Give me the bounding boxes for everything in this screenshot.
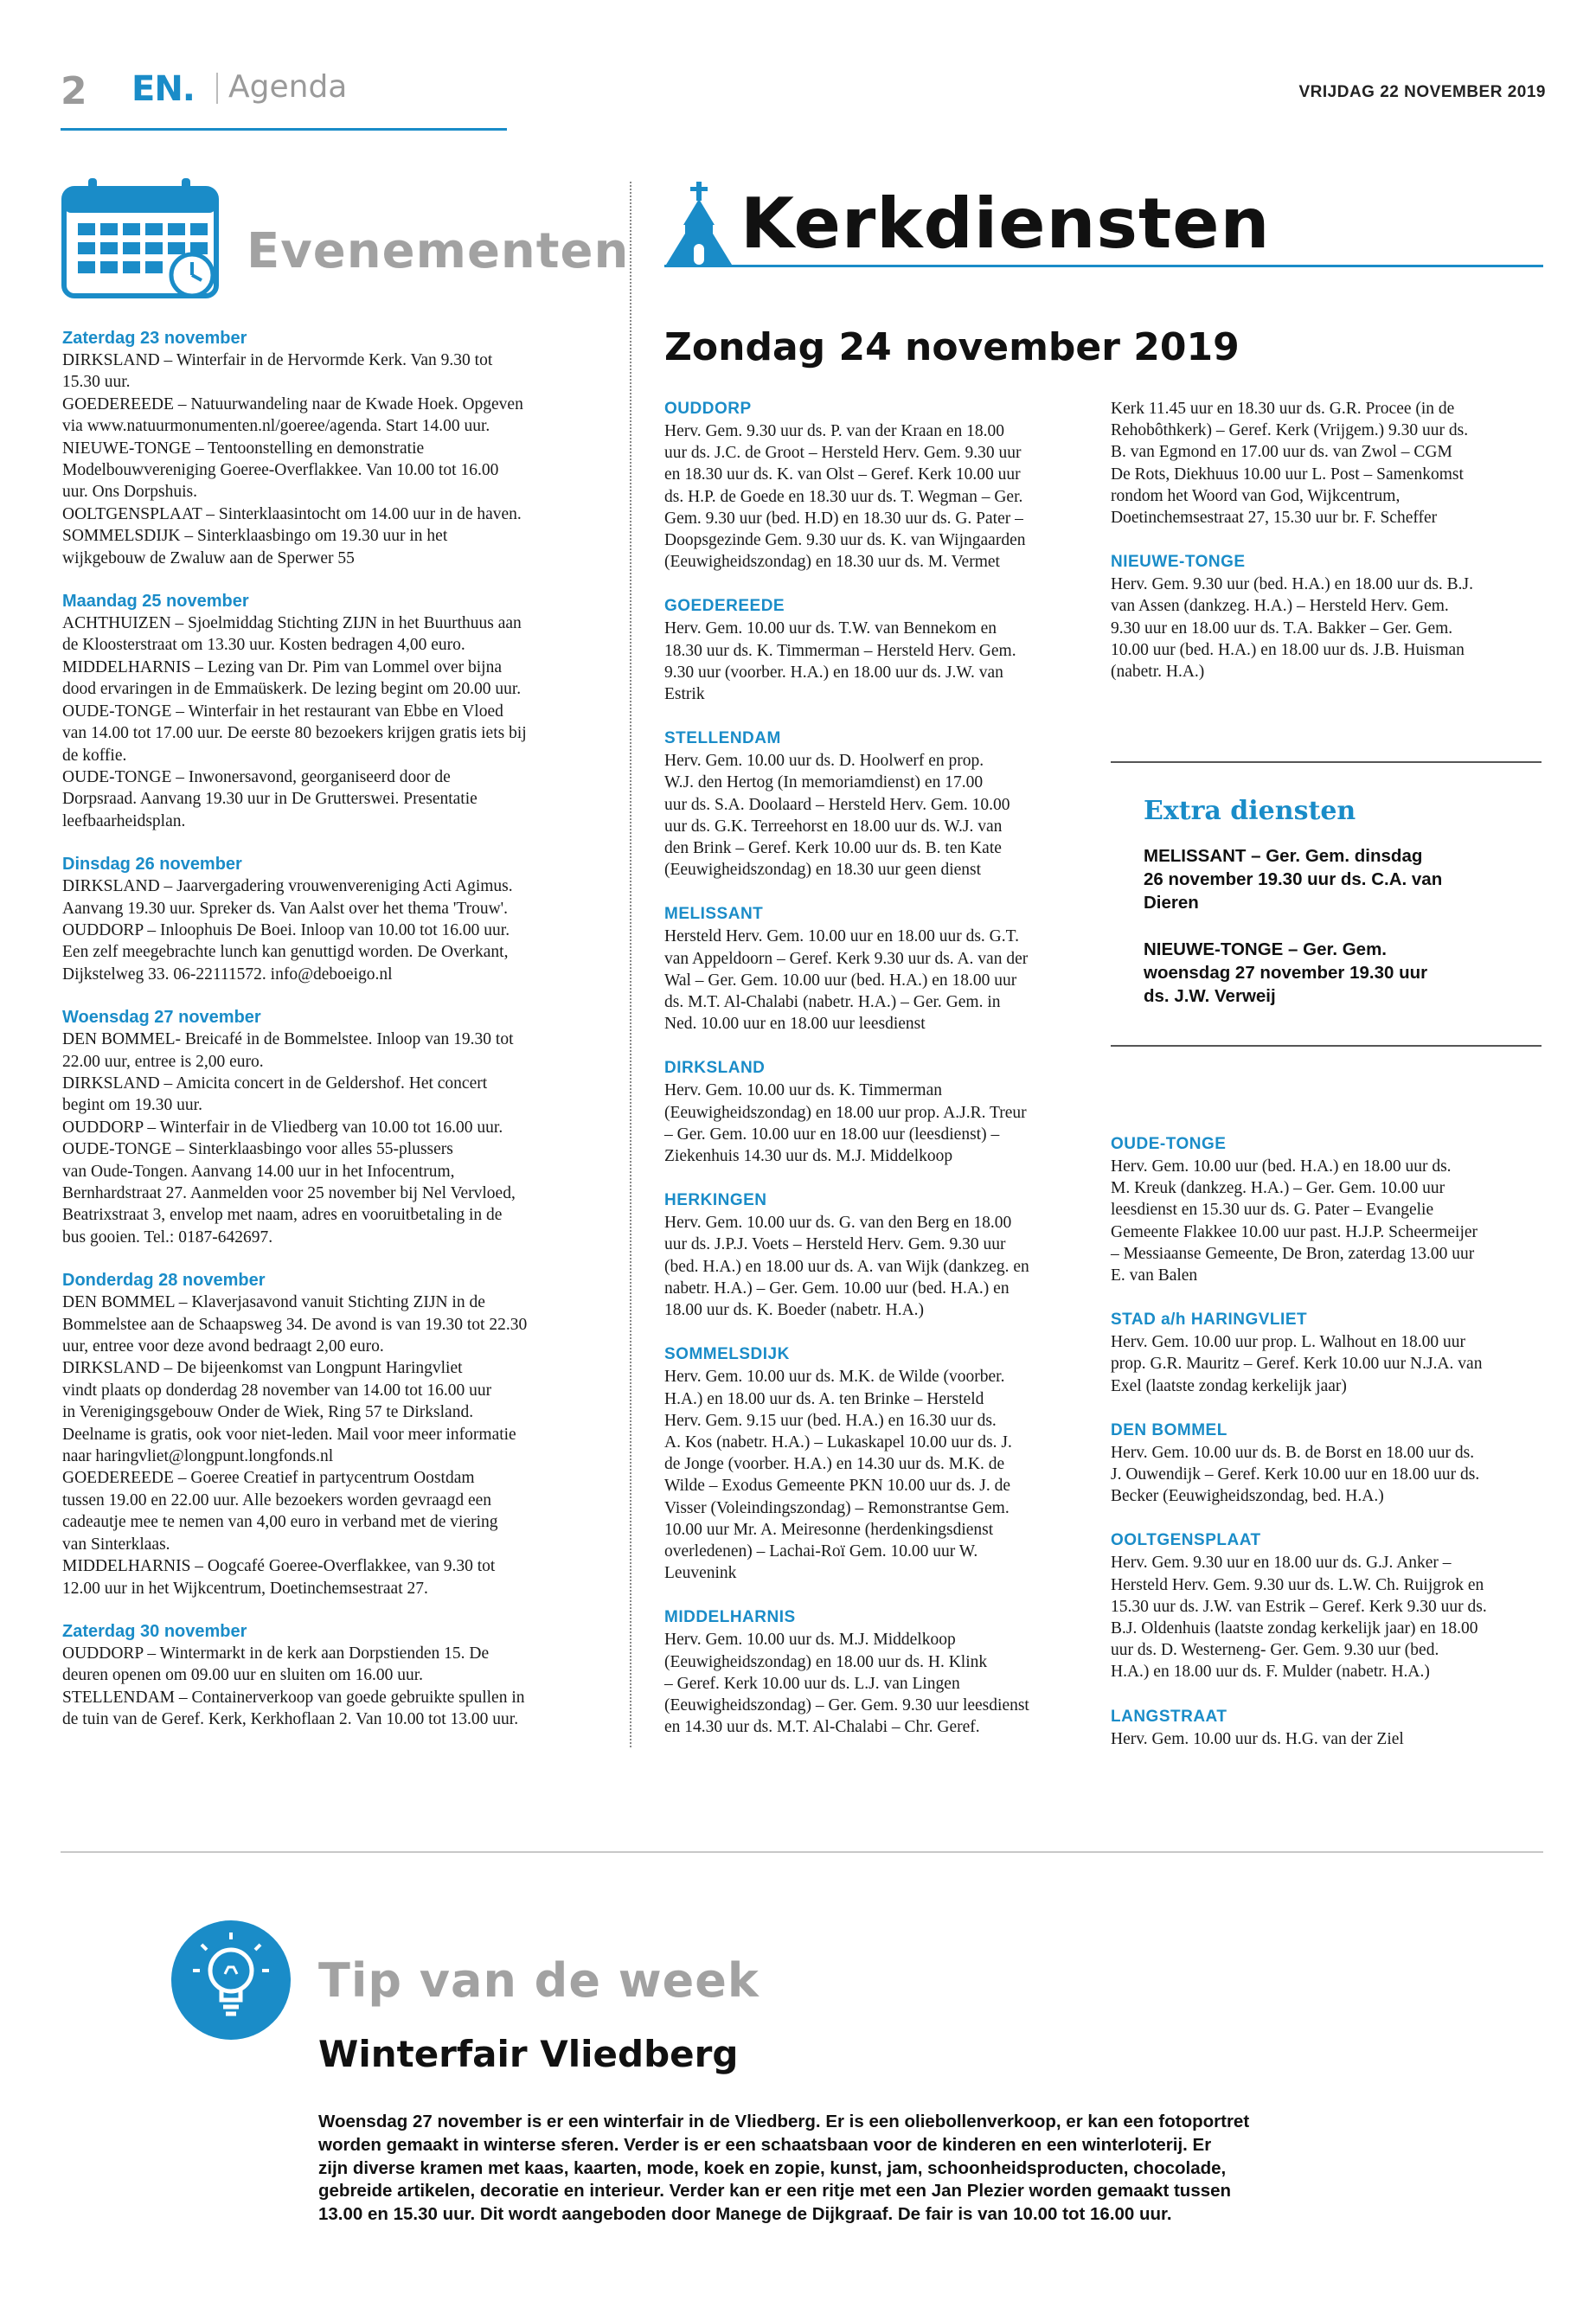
event-date: Woensdag 27 november bbox=[62, 1008, 261, 1028]
service-block bbox=[1111, 1529, 1538, 1682]
service-place: MIDDELHARNIS bbox=[664, 1608, 796, 1627]
service-place: GOEDEREEDE bbox=[664, 597, 785, 616]
service-place: STELLENDAM bbox=[664, 729, 781, 748]
service-block bbox=[1111, 551, 1538, 683]
services-column-1 bbox=[664, 398, 1092, 1760]
service-place: SOMMELSDIJK bbox=[664, 1345, 790, 1364]
service-text: Herv. Gem. 9.30 uur ds. P. van der Kraan en 18.00 uur ds. J.C. de Groot – Hersteld Herv. Gem. 9.30 uur en 18.30 uur ds. K. van Olst – Geref. Kerk 10.00 uur ds. H.P. de Goede en 18.30 uur ds. T. Wegman – Ger. Gem. 9.30 uur (bed. H.D) en 18.30 uur ds. G. Pater – Doopsgezinde Gem. 9.30 uur ds. K. van Wijngaarden (Eeuwigheidszondag) en 18.30 uur ds. M. Vermet bbox=[664, 422, 1026, 572]
evenementen-title: Evenementen bbox=[247, 223, 630, 279]
tip-heading: Winterfair Vliedberg bbox=[318, 2033, 739, 2075]
service-place: OUDDORP bbox=[664, 400, 752, 418]
event-date: Dinsdag 26 november bbox=[62, 855, 242, 875]
tip-label: Tip van de week bbox=[318, 1953, 760, 2008]
service-text: Herv. Gem. 10.00 uur ds. D. Hoolwerf en prop. W.J. den Hertog (In memoriamdienst) en 17.00 uur ds. S.A. Doolaard – Hersteld Herv. Gem. 10.00 uur ds. G.K. Terreehorst en 18.00 uur ds. W.J. van den Brink – Geref. Kerk 10.00 uur ds. B. ten Kate (Eeuwigheidszondag) en 18.30 uur geen dienst bbox=[664, 752, 1010, 880]
lightbulb-icon bbox=[171, 1920, 291, 2040]
service-block bbox=[664, 398, 1092, 573]
issue-date: VRIJDAG 22 NOVEMBER 2019 bbox=[1298, 83, 1546, 101]
service-text: Herv. Gem. 10.00 uur (bed. H.A.) en 18.00 uur ds. M. Kreuk (dankzeg. H.A.) – Ger. Gem. 10.00 uur leesdienst en 15.30 uur ds. G. Pater – Evangelie Gemeente Flakkee 10.00 uur past. H.J.P. Scheermeijer – Messiaanse Gemeente, De Bron, zaterdag 13.00 uur E. van Balen bbox=[1111, 1157, 1478, 1285]
header-separator bbox=[216, 73, 218, 104]
service-text: Herv. Gem. 10.00 uur ds. T.W. van Bennekom en 18.30 uur ds. K. Timmerman – Hersteld Herv. Gem. 9.30 uur (voorber. H.A.) en 18.00 uur ds. J.W. van Estrik bbox=[664, 619, 1016, 704]
service-block bbox=[1111, 1706, 1538, 1750]
service-block bbox=[664, 1189, 1092, 1321]
service-place: OOLTGENSPLAAT bbox=[1111, 1531, 1261, 1550]
event-date: Zaterdag 23 november bbox=[62, 329, 247, 348]
service-block bbox=[664, 1057, 1092, 1167]
event-text: DIRKSLAND – Winterfair in de Hervormde Kerk. Van 9.30 tot 15.30 uur. GOEDEREEDE – Natuurwandeling naar de Kwade Hoek. Opgeven via www.natuurmonumenten.nl/goeree/agenda. Start 14.00 uur. NIEUWE-TONGE – Tentoonstelling en demonstratie Modelbouwvereniging Goeree-Overflakkee. Van 10.00 tot 16.00 uur. Ons Dorpshuis. OOLTGENSPLAAT – Sinterklaasintocht om 14.00 uur in de haven. SOMMELSDIJK – Sinterklaasbingo om 19.30 uur in het wijkgebouw de Zwaluw aan de Sperwer 55 bbox=[62, 351, 523, 567]
service-place: NIEUWE-TONGE bbox=[1111, 553, 1246, 572]
event-text: DEN BOMMEL- Breicafé in de Bommelstee. Inloop van 19.30 tot 22.00 uur, entree is 2,00 euro. DIRKSLAND – Amicita concert in de Geldershof. Het concert begint om 19.30 uur. OUDDORP – Winterfair in de Vliedberg van 10.00 tot 16.00 uur. OUDE-TONGE – Sinterklaasbingo voor alles 55-plussers van Oude-Tongen. Aanvang 14.00 uur in het Infocentrum, Bernhardstraat 27. Aanmelden voor 25 november bij Nel Vervloed, Beatrixstraat 3, envelop met naam, adres en vooruitbetaling in de bus gooien. Tel.: 0187-642697. bbox=[62, 1030, 516, 1247]
event-text: ACHTHUIZEN – Sjoelmiddag Stichting ZIJN in het Buurthuus aan de Kloosterstraat om 13.30 uur. Kosten bedragen 4,00 euro. MIDDELHARNIS – Lezing van Dr. Pim van Lommel over bijna dood ervaringen in de Emmaüskerk. De lezing begint om 20.00 uur. OUDE-TONGE – Winterfair in het restaurant van Ebbe en Vloed van 14.00 tot 17.00 uur. De eerste 80 bezoekers krijgen gratis iets bij de koffie. OUDE-TONGE – Inwonersavond, georganiseerd door de Dorpsraad. Aanvang 19.30 uur in De Grutterswei. Presentatie leefbaarheidsplan. bbox=[62, 614, 527, 830]
service-place: STAD a/h HARINGVLIET bbox=[1111, 1311, 1308, 1330]
services-column-2-lower bbox=[1111, 1133, 1538, 1772]
service-text: Herv. Gem. 9.30 uur en 18.00 uur ds. G.J. Anker – Hersteld Herv. Gem. 9.30 uur ds. L.W. Ch. Ruijgrok en 15.30 uur ds. J.W. van Estrik – Geref. Kerk 9.30 uur ds. B.J. Oldenhuis (laatste zondag kerkelijk jaar) en 18.00 uur ds. D. Westerneng- Ger. Gem. 9.30 uur (bed. H.A.) en 18.00 uur ds. F. Mulder (nabetr. H.A.) bbox=[1111, 1554, 1487, 1682]
services-column-2 bbox=[1111, 398, 1538, 705]
header-rule bbox=[61, 128, 507, 131]
service-block bbox=[1111, 1420, 1538, 1508]
service-text: Herv. Gem. 10.00 uur ds. M.J. Middelkoop (Eeuwigheidszondag) en 18.00 uur ds. H. Klink – Geref. Kerk 10.00 uur ds. L.J. van Lingen (Eeuwigheidszondag) – Ger. Gem. 9.30 uur leesdienst en 14.30 uur ds. M.T. Al-Chalabi – Chr. Geref. bbox=[664, 1631, 1029, 1737]
service-text: Herv. Gem. 10.00 uur ds. K. Timmerman (Eeuwigheidszondag) en 18.00 uur prop. A.J.R. Treur – Ger. Gem. 10.00 uur en 18.00 uur (leesdienst) – Ziekenhuis 14.30 uur ds. M.J. Middelkoop bbox=[664, 1081, 1027, 1166]
service-place: MELISSANT bbox=[664, 905, 764, 924]
service-block bbox=[664, 1606, 1092, 1738]
service-block bbox=[664, 1343, 1092, 1584]
service-block-continued bbox=[1111, 398, 1538, 529]
service-text: Herv. Gem. 10.00 uur ds. B. de Borst en 18.00 uur ds. J. Ouwendijk – Geref. Kerk 10.00 uur en 18.00 uur ds. Becker (Eeuwigheidszondag, bed. H.A.) bbox=[1111, 1443, 1480, 1506]
event-text: OUDDORP – Wintermarkt in de kerk aan Dorpstienden 15. De deuren openen om 09.00 uur en sluiten om 16.00 uur. STELLENDAM – Containerverkoop van goede gebruikte spullen in de tuin van de Geref. Kerk, Kerkhoflaan 2. Van 10.00 tot 13.00 uur. bbox=[62, 1644, 525, 1729]
service-text: Hersteld Herv. Gem. 10.00 uur en 18.00 uur ds. G.T. van Appeldoorn – Geref. Kerk 9.30 uur ds. A. van der Wal – Ger. Gem. 10.00 uur (bed. H.A.) en 18.00 uur ds. M.T. Al-Chalabi (nabetr. H.A.) – Ger. Gem. in Ned. 10.00 uur en 18.00 uur leesdienst bbox=[664, 927, 1029, 1034]
tip-rule bbox=[61, 1851, 1543, 1853]
kerkdiensten-rule bbox=[664, 265, 1543, 267]
service-place: HERKINGEN bbox=[664, 1191, 767, 1210]
event-day bbox=[62, 853, 600, 985]
service-place: DIRKSLAND bbox=[664, 1059, 766, 1078]
service-text: Herv. Gem. 9.30 uur (bed. H.A.) en 18.00 uur ds. B.J. van Assen (dankzeg. H.A.) – Hersteld Herv. Gem. 9.30 uur en 18.00 uur ds. T.A. Bakker – Ger. Gem. 10.00 uur (bed. H.A.) en 18.00 uur ds. J.B. Huisman (nabetr. H.A.) bbox=[1111, 575, 1474, 682]
service-text: Herv. Gem. 10.00 uur ds. H.G. van der Ziel bbox=[1111, 1729, 1404, 1748]
church-icon bbox=[664, 182, 734, 268]
event-date: Zaterdag 30 november bbox=[62, 1621, 247, 1641]
service-place: OUDE-TONGE bbox=[1111, 1135, 1227, 1153]
page-number: 2 bbox=[61, 69, 87, 113]
section-name: Agenda bbox=[228, 69, 348, 105]
service-text: Herv. Gem. 10.00 uur ds. M.K. de Wilde (voorber. H.A.) en 18.00 uur ds. A. ten Brinke – Hersteld Herv. Gem. 9.15 uur (bed. H.A.) en 16.30 uur ds. A. Kos (nabetr. H.A.) – Lukaskapel 10.00 uur ds. J. de Jonge (voorber. H.A.) en 14.30 uur ds. M.K. de Wilde – Exodus Gemeente PKN 10.00 uur ds. J. de Visser (Voleindingszondag) – Remonstrantse Gem. 10.00 uur Mr. A. Meiresonne (herdenkingsdienst overledenen) – Lachai-Roï Gem. 10.00 uur W. Leuvenink bbox=[664, 1368, 1012, 1583]
column-divider bbox=[630, 182, 631, 1747]
event-day bbox=[62, 590, 600, 832]
extra-diensten-title: Extra diensten bbox=[1144, 796, 1356, 826]
service-place: DEN BOMMEL bbox=[1111, 1420, 1227, 1439]
event-day bbox=[62, 1006, 600, 1248]
calendar-icon bbox=[61, 173, 221, 303]
event-day bbox=[62, 1269, 600, 1599]
service-text: Kerk 11.45 uur en 18.30 uur ds. G.R. Procee (in de Rehobôthkerk) – Geref. Kerk (Vrijgem.) 9.30 uur ds. B. van Egmond en 17.00 uur ds. van Zwol – CGM De Rots, Diekhuus 10.00 uur L. Post – Samenkomst rondom het Woord van God, Wijkcentrum, Doetinchemsestraat 27, 15.30 uur br. F. Scheffer bbox=[1111, 400, 1469, 528]
extra-service: NIEUWE-TONGE – Ger. Gem. woensdag 27 november 19.30 uur ds. J.W. Verweij bbox=[1144, 939, 1428, 1006]
service-block bbox=[1111, 1309, 1538, 1397]
extra-box-bottom-rule bbox=[1111, 1045, 1542, 1047]
newspaper-logo: EN. bbox=[131, 69, 195, 109]
service-date: Zondag 24 november 2019 bbox=[664, 325, 1240, 369]
events-list bbox=[62, 327, 600, 1752]
service-block bbox=[664, 903, 1092, 1035]
event-day bbox=[62, 327, 600, 569]
extra-box-top-rule bbox=[1111, 761, 1542, 763]
service-block bbox=[664, 595, 1092, 705]
kerkdiensten-title: Kerkdiensten bbox=[740, 183, 1271, 264]
service-block bbox=[1111, 1133, 1538, 1286]
service-block bbox=[664, 727, 1092, 881]
event-text: DIRKSLAND – Jaarvergadering vrouwenvereniging Acti Agimus. Aanvang 19.30 uur. Spreker ds. Van Aalst over het thema 'Trouw'. OUDDORP – Inloophuis De Boei. Inloop van 10.00 tot 16.00 uur. Een zelf meegebrachte lunch kan genuttigd worden. De Overkant, Dijkstelweg 33. 06-22111572. info@deboeigo.nl bbox=[62, 877, 513, 984]
service-text: Herv. Gem. 10.00 uur ds. G. van den Berg en 18.00 uur ds. J.P.J. Voets – Hersteld Herv. Gem. 9.30 uur (bed. H.A.) en 18.00 uur ds. A. van Wijk (dankzeg. en nabetr. H.A.) – Ger. Gem. 10.00 uur (bed. H.A.) en 18.00 uur ds. K. Boeder (nabetr. H.A.) bbox=[664, 1214, 1029, 1320]
service-text: Herv. Gem. 10.00 uur prop. L. Walhout en 18.00 uur prop. G.R. Mauritz – Geref. Kerk 10.00 uur N.J.A. van Exel (laatste zondag kerkelijk jaar) bbox=[1111, 1333, 1483, 1395]
service-place: LANGSTRAAT bbox=[1111, 1707, 1227, 1726]
extra-diensten-list bbox=[1144, 844, 1524, 1031]
event-day bbox=[62, 1620, 600, 1731]
extra-service: MELISSANT – Ger. Gem. dinsdag 26 november 19.30 uur ds. C.A. van Dieren bbox=[1144, 846, 1443, 913]
event-text: DEN BOMMEL – Klaverjasavond vanuit Stichting ZIJN in de Bommelstee aan de Schaapsweg 34. De avond is van 19.30 tot 22.30 uur, entree voor deze avond bedraagt 2,00 euro. DIRKSLAND – De bijeenkomst van Longpunt Haringvliet vindt plaats op donderdag 28 november van 14.00 tot 16.00 uur in Verenigingsgebouw Onder de Wiek, Ring 57 te Dirksland. Deelname is gratis, ook voor niet-leden. Mail voor meer informatie naar haringvliet@longpunt.longfonds.nl GOEDEREEDE – Goeree Creatief in partycentrum Oostdam tussen 19.00 en 22.00 uur. Alle bezoekers worden gevraagd een cadeautje mee te nemen van 4,00 euro in verband met de viering van Sinterklaas. MIDDELHARNIS – Oogcafé Goeree-Overflakkee, van 9.30 tot 12.00 uur in het Wijkcentrum, Doetinchemsestraat 27. bbox=[62, 1293, 528, 1598]
event-date: Maandag 25 november bbox=[62, 592, 249, 612]
event-date: Donderdag 28 november bbox=[62, 1271, 266, 1291]
tip-body: Woensdag 27 november is er een winterfair in de Vliedberg. Er is een oliebollenverkoop, er kan een fotoportret worden gemaakt in winterse sferen. Verder is er een schaatsbaan voor de kinderen en een winterloterij. Er zijn diverse kramen met kaas, kaarten, mode, koek en zopie, kunst, jam, schoonheidsproducten, chocolade, gebreide artikelen, decoratie en interieur. Verder kan er een ritje met een Jan Plezier worden gemaakt tussen 13.00 en 15.30 uur. Dit wordt aangeboden door Manege de Dijkgraaf. De fair is van 10.00 tot 16.00 uur. bbox=[318, 2112, 1250, 2225]
tip-badge bbox=[171, 1920, 291, 2040]
